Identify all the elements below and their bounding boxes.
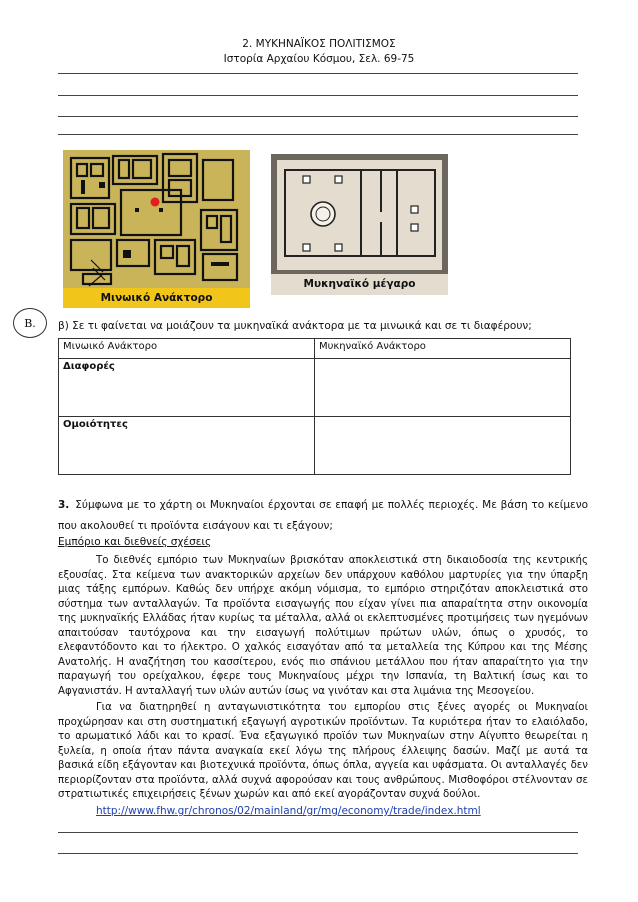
table-row-similarities-label: Ομοιότητες	[59, 417, 315, 475]
page-header-subtitle: Ιστορία Αρχαίου Κόσμου, Σελ. 69-75	[223, 53, 415, 65]
comparison-table	[58, 338, 571, 475]
question-b-text: β) Σε τι φαίνεται να μοιάζουν τα μυκηναϊκά ανάκτορα με τα μινωικά και σε τι διαφέρουν;	[58, 320, 532, 332]
table-cell-differences-answer[interactable]	[315, 359, 571, 417]
answer-line	[58, 95, 578, 96]
minoan-palace-caption: Μινωικό Ανάκτορο	[63, 288, 250, 308]
answer-line	[58, 134, 578, 135]
mycenaean-megaron-plan-image	[271, 154, 448, 295]
table-header-minoan: Μινωικό Ανάκτορο	[59, 339, 315, 359]
question-3-text: Σύμφωνα με το χάρτη οι Μυκηναίοι έρχονται σε επαφή με πολλές περιοχές. Με βάση το κείμενο που ακολουθεί τι προϊόντα εισάγουν και τι εξάγουν;	[58, 499, 588, 532]
table-header-mycenaean: Μυκηναϊκό Ανάκτορο	[315, 339, 571, 359]
minoan-palace-plan-image	[63, 150, 250, 308]
reading-title: Εμπόριο και διεθνείς σχέσεις	[58, 536, 212, 548]
question-3	[58, 495, 588, 537]
table-cell-similarities-answer[interactable]	[315, 417, 571, 475]
page-header-title: 2. ΜΥΚΗΝΑΪΚΟΣ ΠΟΛΙΤΙΣΜΟΣ	[242, 38, 396, 50]
section-b-badge: Β.	[13, 308, 47, 338]
table-row-differences-label: Διαφορές	[59, 359, 315, 417]
reading-paragraph-2: Για να διατηρηθεί η ανταγωνιστικότητα του εμπορίου στις ξένες αγορές οι Μυκηναίοι προχώρησαν και στη συστηματική εξαγωγή αγροτικών προϊόντων. Τα κυριότερα ήταν το ελαιόλαδο, το αρωματικό λάδι και το κρασί. Ένα εξαγωγικό προϊόν των Μυκηναίων στην Αίγυπτο θεωρείται η ξυλεία, η οποία ήταν πάντα αναγκαία εκεί λόγω της πλήρους έλλειψης δασών. Μαζί με αυτά τα βασικά είδη εξάγονταν και βιοτεχνικά προϊόντα, όπως όπλα, αγγεία και υφάσματα. Οι ανταλλαγές δεν περιορίζονταν στα προϊόντα, αλλά συχνά αφορούσαν και τους ανθρώπους. Μισθοφόροι στέλνονταν σε στρατιωτικές επιχειρήσεις ξένων χωρών και από εκεί αγοράζονταν συχνά δούλοι.	[58, 702, 588, 800]
reading-paragraph-1: Το διεθνές εμπόριο των Μυκηναίων βρισκόταν αποκλειστικά στη δικαιοδοσία της κεντρικής εξουσίας. Στα κείμενα των ανακτορικών αρχείων δεν υπάρχουν καθόλου μαρτυρίες για την ύπαρξη μιας τάξης εμπόρων. Καθώς δεν υπήρχε ακόμη νόμισμα, το εμπόριο στηριζόταν αποκλειστικά στο σύστημα των ανταλλαγών. Τα προϊόντα εισαγωγής που είχαν γίνει πια απαραίτητα στην οικονομία της μυκηναϊκής Ελλάδας ήταν κυρίως τα μέταλλα, αλλά οι εκλεπτυσμένες προτιμήσεις των ηγεμόνων απαιτούσαν ταυτόχρονα και την εισαγωγή πολύτιμων πρώτων υλών, όπως ο χρυσός, το ελεφαντόδοντο και το ήλεκτρο. Ο χαλκός εισαγόταν από τα μεταλλεία της Κύπρου και της Μέσης Ανατολής. Η αναζήτηση του κασσίτερου, ενός πιο σπάνιου μετάλλου που ήταν απαραίτητο για την παραγωγή του ορείχαλκου, έφερε τους Μυκηναίους μέχρι την Ισπανία, τη Βαλτική ίσως και το Αφγανιστάν. Η ανταλλαγή των υλών αυτών ίσως να γινόταν και στα λιμάνια της Μεσογείου.	[58, 555, 588, 697]
question-3-number: 3.	[58, 499, 70, 511]
answer-line	[58, 116, 578, 117]
source-link[interactable]: http://www.fhw.gr/chronos/02/mainland/gr/mg/economy/trade/index.html	[96, 805, 481, 817]
mycenaean-megaron-caption: Μυκηναϊκό μέγαρο	[271, 274, 448, 295]
answer-line	[58, 73, 578, 74]
answer-line	[58, 853, 578, 854]
answer-line	[58, 832, 578, 833]
